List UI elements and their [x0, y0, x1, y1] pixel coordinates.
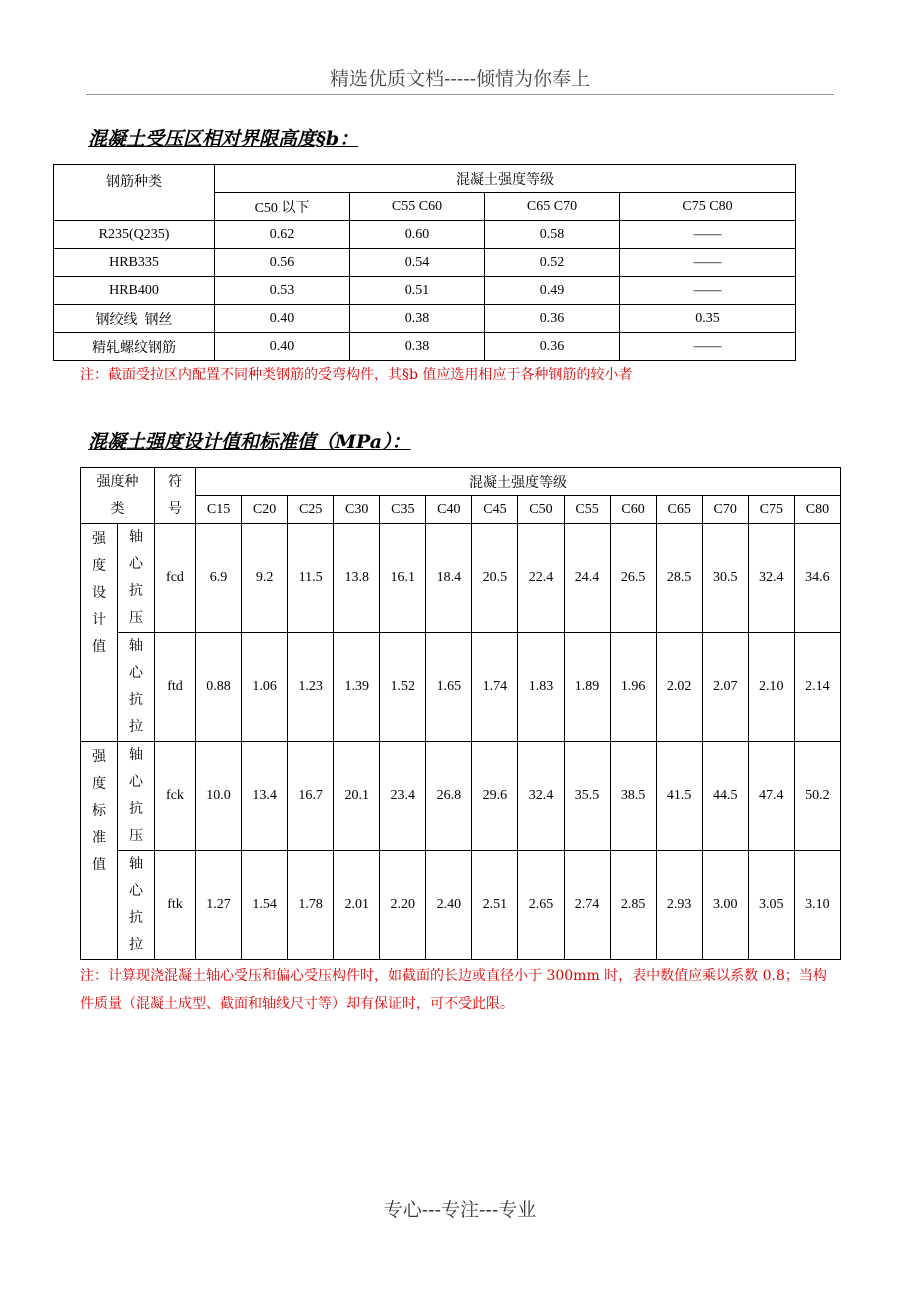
steel-type: 精轧螺纹钢筋	[54, 333, 215, 361]
value-cell: 2.01	[334, 851, 380, 960]
value-cell: 38.5	[610, 742, 656, 851]
table-row	[54, 249, 796, 277]
header-strength-type: 强度种 类	[81, 468, 155, 524]
page-header: 精选优质文档-----倾情为你奉上	[86, 64, 834, 95]
group-design-value: 强 度 设 计 值	[81, 524, 118, 742]
grade-header: C15	[196, 496, 242, 524]
value-cell: 2.10	[748, 633, 794, 742]
value-cell: 1.39	[334, 633, 380, 742]
table-row	[54, 277, 796, 305]
value-cell: 10.0	[196, 742, 242, 851]
value-cell: 1.83	[518, 633, 564, 742]
value-cell: 50.2	[794, 742, 840, 851]
value-cell: 0.62	[215, 221, 350, 249]
value-cell: 13.4	[242, 742, 288, 851]
value-cell: 2.85	[610, 851, 656, 960]
strength-kind: 轴 心 抗 压	[118, 742, 155, 851]
value-cell: 1.74	[472, 633, 518, 742]
value-cell: 0.88	[196, 633, 242, 742]
value-cell: 3.10	[794, 851, 840, 960]
strength-kind: 轴 心 抗 拉	[118, 633, 155, 742]
value-cell: 16.7	[288, 742, 334, 851]
value-cell: 0.40	[215, 305, 350, 333]
grade-header: C65 C70	[485, 193, 620, 221]
value-cell: 0.51	[350, 277, 485, 305]
value-cell: 22.4	[518, 524, 564, 633]
value-cell: 13.8	[334, 524, 380, 633]
steel-type: HRB335	[54, 249, 215, 277]
value-cell: 2.51	[472, 851, 518, 960]
concrete-strength-table	[80, 467, 841, 960]
steel-type: R235(Q235)	[54, 221, 215, 249]
value-cell: 41.5	[656, 742, 702, 851]
value-cell: 3.00	[702, 851, 748, 960]
value-cell: 2.65	[518, 851, 564, 960]
table-row	[81, 633, 841, 742]
grade-header: C75	[748, 496, 794, 524]
value-cell: 1.06	[242, 633, 288, 742]
grade-header: C30	[334, 496, 380, 524]
strength-kind: 轴 心 抗 拉	[118, 851, 155, 960]
table-row	[54, 221, 796, 249]
steel-type: 钢绞线 钢丝	[54, 305, 215, 333]
value-cell: 29.6	[472, 742, 518, 851]
value-cell: 2.07	[702, 633, 748, 742]
value-cell: 20.5	[472, 524, 518, 633]
section2-title: 混凝土强度设计值和标准值（MPa）：	[88, 431, 411, 453]
value-cell: 20.1	[334, 742, 380, 851]
value-cell: 1.23	[288, 633, 334, 742]
value-cell: 47.4	[748, 742, 794, 851]
symbol-cell: fck	[155, 742, 196, 851]
value-cell: 0.56	[215, 249, 350, 277]
grade-header: C55	[564, 496, 610, 524]
value-cell: 11.5	[288, 524, 334, 633]
value-cell: 3.05	[748, 851, 794, 960]
value-cell: ——	[620, 221, 796, 249]
section1-title: 混凝土受压区相对界限高度§b：	[88, 128, 359, 150]
value-cell: 0.54	[350, 249, 485, 277]
symbol-cell: fcd	[155, 524, 196, 633]
value-cell: 0.35	[620, 305, 796, 333]
value-cell: 34.6	[794, 524, 840, 633]
value-cell: 0.36	[485, 305, 620, 333]
value-cell: 2.20	[380, 851, 426, 960]
grade-header: C40	[426, 496, 472, 524]
value-cell: 2.93	[656, 851, 702, 960]
grade-header: C80	[794, 496, 840, 524]
value-cell: 0.38	[350, 305, 485, 333]
value-cell: 1.27	[196, 851, 242, 960]
table-row	[54, 333, 796, 361]
value-cell: ——	[620, 249, 796, 277]
grade-header: C60	[610, 496, 656, 524]
group-standard-value: 强 度 标 准 值	[81, 742, 118, 960]
table-row	[54, 305, 796, 333]
value-cell: 1.54	[242, 851, 288, 960]
section2-note: 注：计算现浇混凝土轴心受压和偏心受压构件时，如截面的长边或直径小于 300mm 时，表中数值应乘以系数 0.8；当构件质量（混凝土成型、截面和轴线尺寸等）却有保证时，可不受此限。	[80, 968, 827, 1012]
table-row	[81, 851, 841, 960]
value-cell: 35.5	[564, 742, 610, 851]
table-row	[81, 742, 841, 851]
value-cell: 28.5	[656, 524, 702, 633]
symbol-cell: ftd	[155, 633, 196, 742]
xi-b-table	[53, 164, 796, 361]
page-footer: 专心---专注---专业	[383, 1199, 537, 1221]
header-symbol: 符 号	[155, 468, 196, 524]
value-cell: 2.02	[656, 633, 702, 742]
value-cell: 16.1	[380, 524, 426, 633]
value-cell: 30.5	[702, 524, 748, 633]
section1-note: 注：截面受拉区内配置不同种类钢筋的受弯构件，其§b 值应选用相应于各种钢筋的较小者	[80, 367, 633, 383]
value-cell: 0.40	[215, 333, 350, 361]
value-cell: 26.8	[426, 742, 472, 851]
grade-header: C35	[380, 496, 426, 524]
grade-header: C50 以下	[215, 193, 350, 221]
value-cell: 0.36	[485, 333, 620, 361]
grade-header: C75 C80	[620, 193, 796, 221]
value-cell: 2.40	[426, 851, 472, 960]
value-cell: 0.49	[485, 277, 620, 305]
grade-header: C20	[242, 496, 288, 524]
value-cell: 6.9	[196, 524, 242, 633]
value-cell: 2.74	[564, 851, 610, 960]
grade-header: C45	[472, 496, 518, 524]
value-cell: 44.5	[702, 742, 748, 851]
value-cell: 0.38	[350, 333, 485, 361]
value-cell: 24.4	[564, 524, 610, 633]
value-cell: 0.52	[485, 249, 620, 277]
grade-header: C50	[518, 496, 564, 524]
header-concrete-grade: 混凝土强度等级	[196, 468, 841, 496]
value-cell: ——	[620, 333, 796, 361]
value-cell: 0.53	[215, 277, 350, 305]
value-cell: 0.58	[485, 221, 620, 249]
value-cell: 1.96	[610, 633, 656, 742]
value-cell: 26.5	[610, 524, 656, 633]
header-steel-type: 钢筋种类	[54, 165, 215, 221]
value-cell: 1.78	[288, 851, 334, 960]
grade-header: C25	[288, 496, 334, 524]
value-cell: 23.4	[380, 742, 426, 851]
value-cell: 32.4	[518, 742, 564, 851]
value-cell: ——	[620, 277, 796, 305]
symbol-cell: ftk	[155, 851, 196, 960]
grade-header: C55 C60	[350, 193, 485, 221]
value-cell: 9.2	[242, 524, 288, 633]
value-cell: 2.14	[794, 633, 840, 742]
value-cell: 18.4	[426, 524, 472, 633]
value-cell: 1.52	[380, 633, 426, 742]
grade-header: C65	[656, 496, 702, 524]
value-cell: 32.4	[748, 524, 794, 633]
header-concrete-grade: 混凝土强度等级	[215, 165, 796, 193]
table-row	[81, 524, 841, 633]
value-cell: 1.89	[564, 633, 610, 742]
steel-type: HRB400	[54, 277, 215, 305]
strength-kind: 轴 心 抗 压	[118, 524, 155, 633]
value-cell: 0.60	[350, 221, 485, 249]
value-cell: 1.65	[426, 633, 472, 742]
grade-header: C70	[702, 496, 748, 524]
